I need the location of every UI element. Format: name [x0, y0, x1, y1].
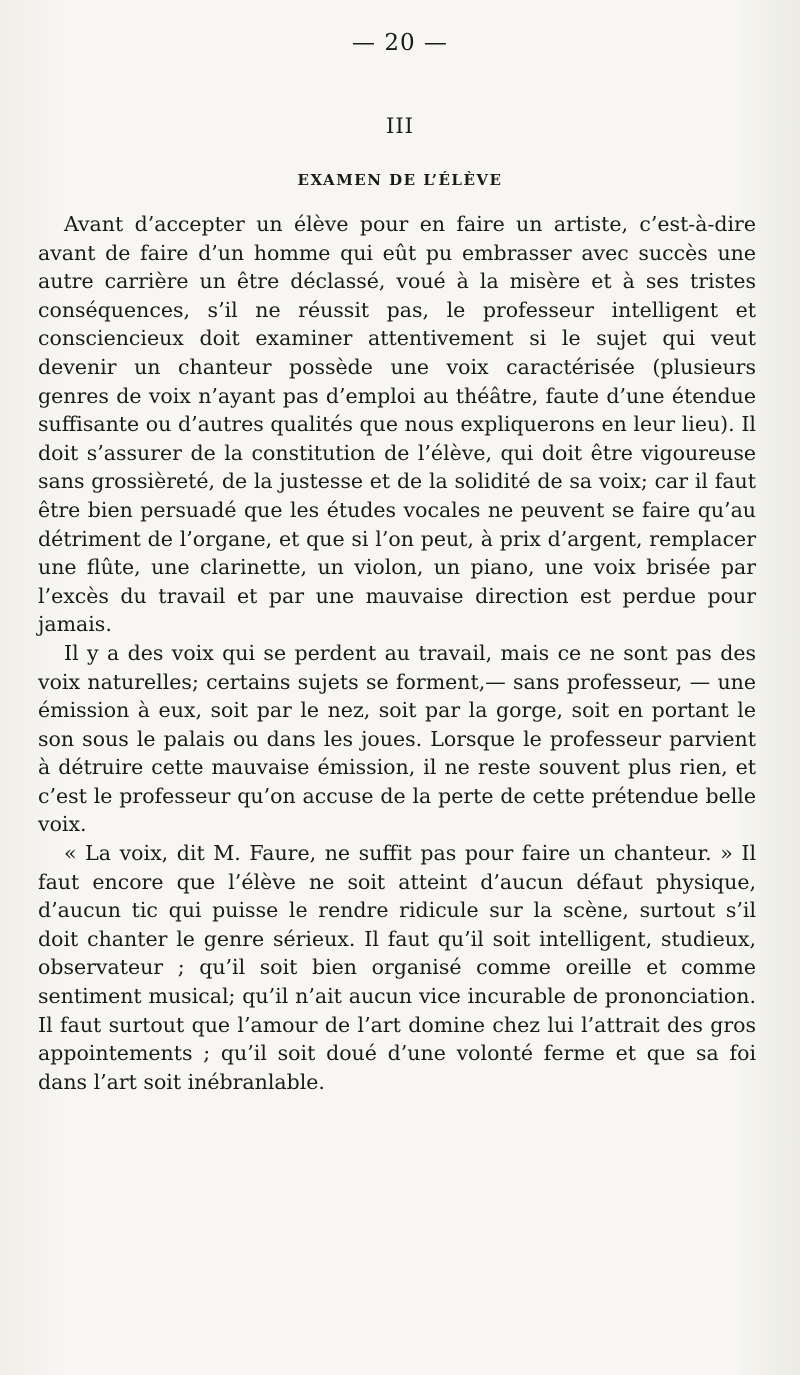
paragraph: Avant d’accepter un élève pour en faire un artiste, c’est-à-dire avant de faire d’un homme qui eût pu embrasser avec succès une autre carrière un être déclassé, voué à la misère et à ses tristes conséquences, s’il ne réussit pas, le professeur intelligent et consciencieux doit examiner attentivement si le sujet qui veut devenir un chanteur possède une voix caractérisée (plusieurs genres de voix n’ayant pas d’emploi au théâtre, faute d’une étendue suffisante ou d’autres qualités que nous expliquerons en leur lieu). Il doit s’assurer de la constitution de l’élève, qui doit être vigoureuse sans grossièreté, de la justesse et de la solidité de sa voix; car il faut être bien persuadé que les études vocales ne peuvent se faire qu’au détriment de l’organe, et que si l’on peut, à prix d’argent, remplacer une flûte, une clarinette, un violon, un piano, une voix brisée par l’excès du travail et par une mauvaise direction est perdue pour jamais.: [38, 212, 756, 637]
page-number: — 20 —: [352, 30, 448, 56]
paragraph: « La voix, dit M. Faure, ne suffit pas pour faire un chanteur. » Il faut encore que l’élève ne soit atteint d’aucun défaut physique, d’aucun tic qui puisse le rendre ridicule sur la scène, surtout s’il doit chanter le genre sérieux. Il faut qu’il soit intelligent, studieux, observateur ; qu’il soit bien organisé comme oreille et comme sentiment musical; qu’il n’ait aucun vice incurable de prononciation. Il faut surtout que l’amour de l’art domine chez lui l’attrait des gros appointements ; qu’il soit doué d’une volonté ferme et que sa foi dans l’art soit inébranlable.: [38, 841, 756, 1094]
paragraph: Il y a des voix qui se perdent au travail, mais ce ne sont pas des voix naturelles; certains sujets se forment,— sans professeur, — une émission à eux, soit par le nez, soit par la gorge, soit en portant le son sous le palais ou dans les joues. Lorsque le professeur parvient à détruire cette mauvaise émission, il ne reste souvent plus rien, et c’est le professeur qu’on accuse de la perte de cette prétendue belle voix.: [38, 640, 756, 837]
chapter-title: EXAMEN DE L’ÉLÈVE: [297, 171, 503, 189]
chapter-number: III: [386, 114, 414, 138]
body-text: [38, 210, 756, 1096]
